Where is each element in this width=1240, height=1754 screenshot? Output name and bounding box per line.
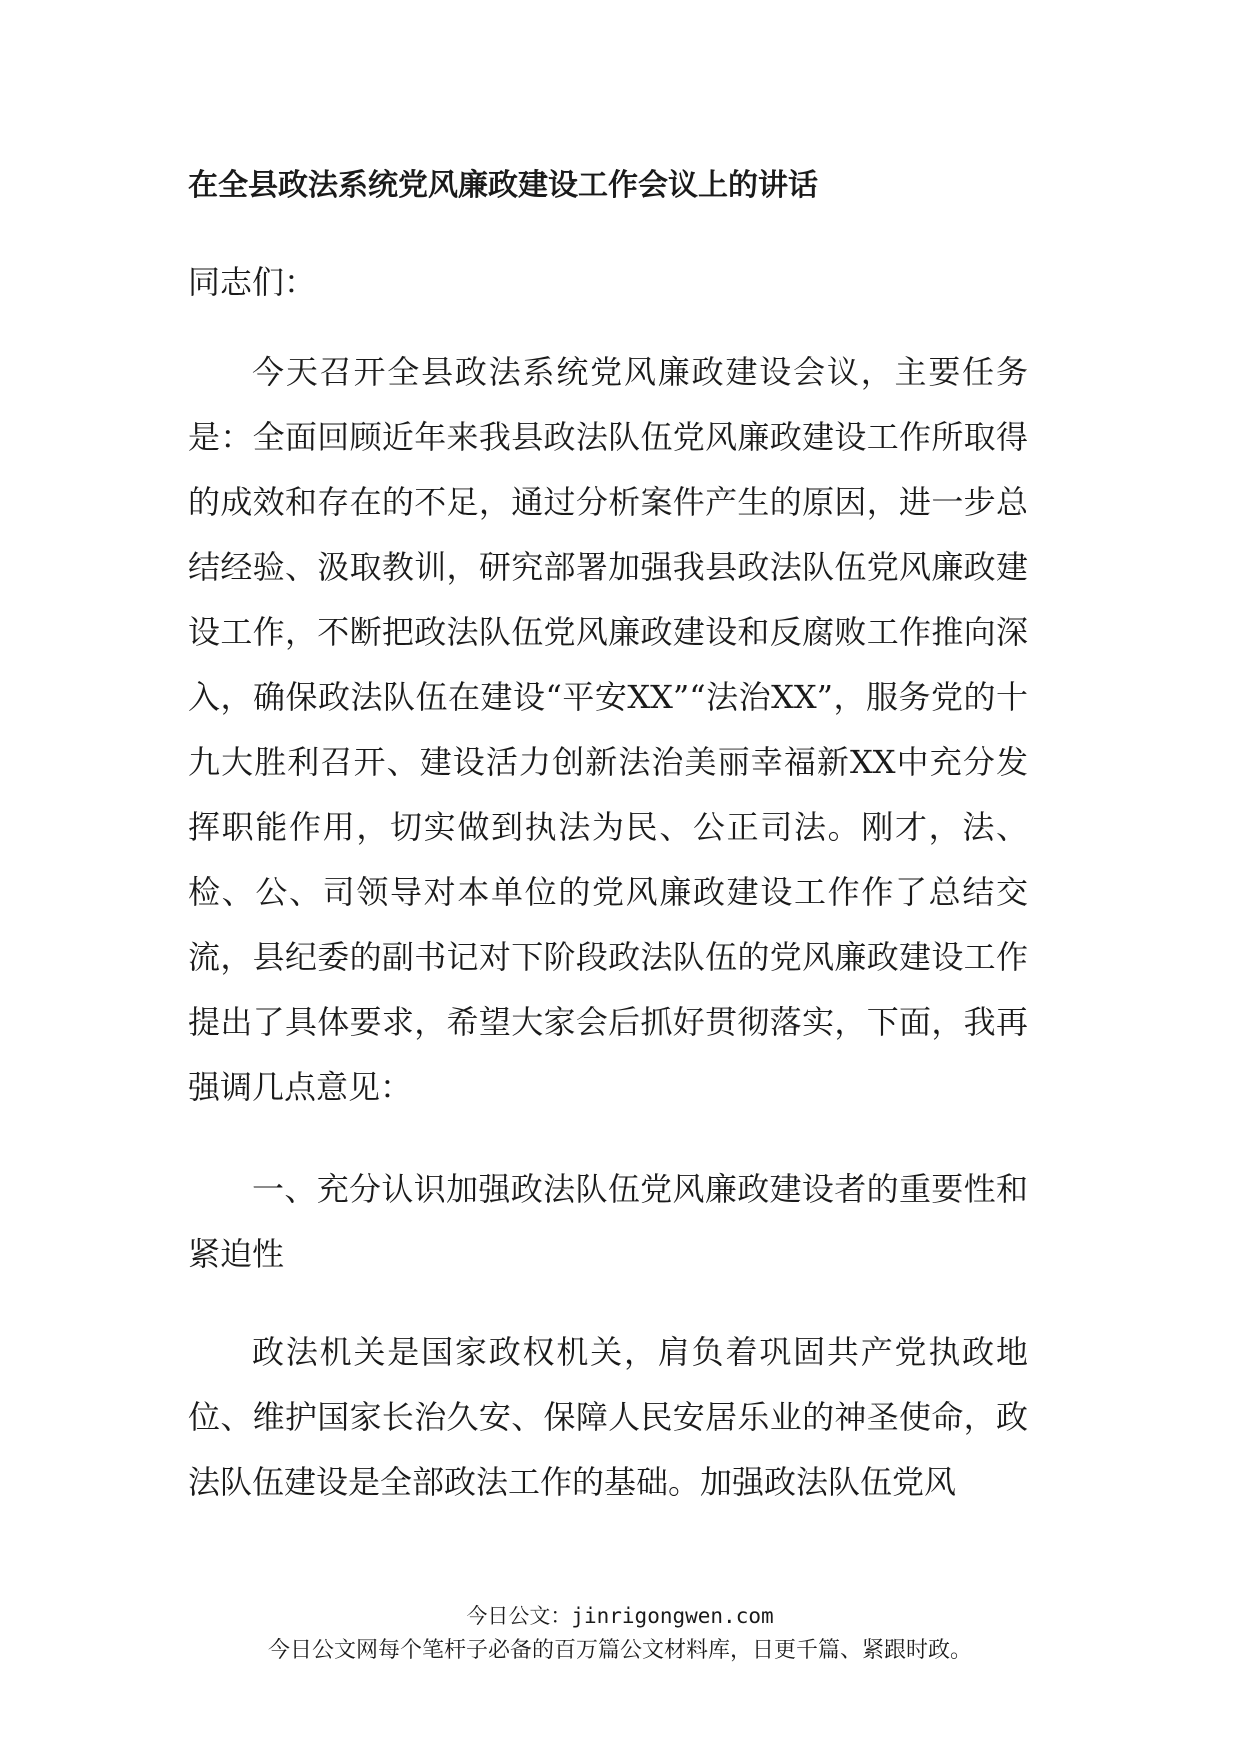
paragraph-intro: 今天召开全县政法系统党风廉政建设会议，主要任务是：全面回顾近年来我县政法队伍党风廉政建设工作所取得的成效和存在的不足，通过分析案件产生的原因，进一步总结经验、汲取教训，研究部署加强我县政法队伍党风廉政建设工作，不断把政法队伍党风廉政建设和反腐败工作推向深入，确保政法队伍在建设“平安XX”“法治XX”，服务党的十九大胜利召开、建设活力创新法治美丽幸福新XX中充分发挥职能作用，切实做到执法为民、公正司法。刚才，法、检、公、司领导对本单位的党风廉政建设工作作了总结交流，县纪委的副书记对下阶段政法队伍的党风廉政建设工作提出了具体要求，希望大家会后抓好贯彻落实，下面，我再强调几点意见： bbox=[188, 353, 1028, 1106]
section-heading-one: 一、充分认识加强政法队伍党风廉政建设者的重要性和紧迫性 bbox=[188, 1170, 1028, 1273]
document-title: 在全县政法系统党风廉政建设工作会议上的讲话 bbox=[188, 168, 818, 203]
salutation: 同志们： bbox=[188, 263, 317, 301]
paragraph-section-one: 政法机关是国家政权机关，肩负着巩固共产党执政地位、维护国家长治久安、保障人民安居乐业的神圣使命，政法队伍建设是全部政法工作的基础。加强政法队伍党风 bbox=[188, 1333, 1028, 1501]
footer-site-url[interactable]: jinrigongwen.com bbox=[571, 1604, 774, 1628]
footer-tagline: 今日公文网每个笔杆子必备的百万篇公文材料库，日更千篇、紧跟时政。 bbox=[267, 1638, 972, 1663]
footer-site bbox=[0, 1601, 1240, 1631]
footer-site-label: 今日公文： bbox=[466, 1604, 572, 1628]
